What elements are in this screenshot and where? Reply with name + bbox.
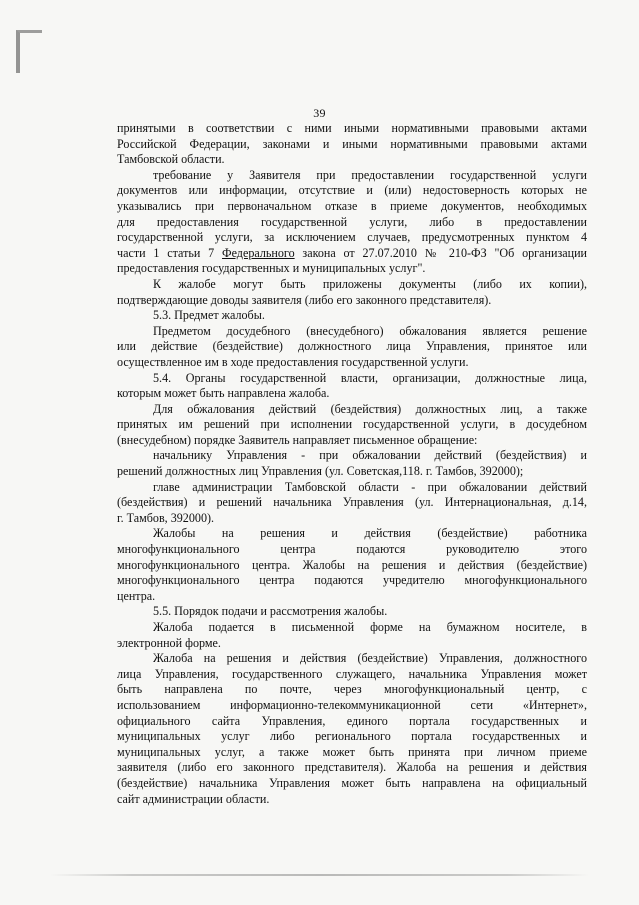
paragraph-line: государственной услуги, за исключением случаев, предусмотренных пунктом 4 xyxy=(117,230,587,245)
paragraph-line: решений должностных лиц Управления (ул. Советская,118. г. Тамбов, 392000); xyxy=(117,464,524,479)
paragraph-line: муниципальных услуг либо регионального портала государственных и xyxy=(117,729,587,744)
paragraph-line: (внесудебном) порядке Заявитель направляет письменное обращение: xyxy=(117,432,478,447)
paragraph-line: для предоставления государственной услуги, либо в предоставлении xyxy=(117,214,587,229)
paragraph xyxy=(117,620,587,651)
paragraph-line: подтверждающие доводы заявителя (либо его законного представителя). xyxy=(117,292,492,307)
paragraph-line: многофункционального центра. Жалобы на решения и действия (бездействие) xyxy=(117,557,587,572)
paragraph-line: принятых им решений при исполнении государственной услуги, в досудебном xyxy=(117,417,587,432)
paragraph-line: (бездействия) и решений начальника Управления (ул. Интернациональная, д.14, xyxy=(117,495,587,510)
paragraph-line: муниципальных услуг, а также может быть принята при личном приеме xyxy=(117,744,587,759)
paragraph-line: 5.3. Предмет жалобы. xyxy=(153,308,265,323)
paragraph xyxy=(117,168,587,277)
paragraph-line: Для обжалования действий (бездействия) должностных лиц, а также xyxy=(153,401,587,416)
paragraph xyxy=(117,651,587,807)
paragraph-line: К жалобе могут быть приложены документы (либо их копии), xyxy=(153,276,587,291)
paragraph-line: документов или информации, отсутствие и (или) недостоверность которых не xyxy=(117,183,587,198)
paragraph-line: Предметом досудебного (внесудебного) обжалования является решение xyxy=(153,323,587,338)
paragraph xyxy=(117,324,587,371)
paragraph-line: заявителя (либо его законного представителя). Жалоба на решения и действия xyxy=(117,760,587,775)
paragraph-line: Российской Федерации, законами и иными нормативными правовыми актами xyxy=(117,136,587,151)
paragraph xyxy=(117,604,587,620)
page-number: 39 xyxy=(313,106,326,120)
paragraph-line: главе администрации Тамбовской области - при обжаловании действий xyxy=(153,479,587,494)
paragraph-line: части 1 статьи 7 Федерального закона от 27.07.2010 № 210-ФЗ "Об организации xyxy=(117,245,588,260)
paragraph-line: сайт администрации области. xyxy=(117,791,270,806)
paragraph-line: быть направлена по почте, через многофункциональный центр, с xyxy=(117,682,587,697)
paragraph-line: принятыми в соответствии с ними иными нормативными правовыми актами xyxy=(117,121,587,135)
paragraph xyxy=(117,402,587,449)
paragraph-line: многофункционального центра подаются руководителю этого xyxy=(117,542,587,557)
paragraph-line: электронной форме. xyxy=(117,635,221,650)
paragraph-line: начальнику Управления - при обжаловании действий (бездействия) и xyxy=(153,448,587,463)
paragraph xyxy=(117,277,587,308)
paragraph-line: Тамбовской области. xyxy=(117,152,225,167)
paragraph-line: многофункционального центра подаются учредителю многофункционального xyxy=(117,573,587,588)
paragraph-line: или действие (бездействие) должностного лица Управления, принятое или xyxy=(117,339,587,354)
paragraph-line: Жалобы на решения и действия (бездействие) работника xyxy=(153,526,587,541)
paragraph-line: которым может быть направлена жалоба. xyxy=(117,386,330,401)
paragraph-line: центра. xyxy=(117,588,156,603)
paragraph-line: указывались при первоначальном отказе в приеме документов, необходимых xyxy=(117,198,587,213)
paragraph-line: 5.5. Порядок подачи и рассмотрения жалобы. xyxy=(153,604,388,619)
paragraph-line: использованием информационно-телекоммуникационной сети «Интернет», xyxy=(117,697,587,712)
paragraph-line: лица Управления, государственного служащего, начальника Управления может xyxy=(117,666,587,681)
paragraph-line: 5.4. Органы государственной власти, организации, должностные лица, xyxy=(153,370,587,385)
paragraph-line: требование у Заявителя при предоставлении государственной услуги xyxy=(153,167,587,182)
underlined-word: Федерального xyxy=(222,245,295,260)
scan-bottom-shadow xyxy=(50,874,589,876)
paragraph xyxy=(117,448,587,479)
document-body xyxy=(117,121,587,807)
paragraph xyxy=(117,371,587,402)
paragraph xyxy=(117,308,587,324)
scan-edge-mark xyxy=(16,30,42,73)
paragraph-line: Жалоба подается в письменной форме на бумажном носителе, в xyxy=(153,620,587,634)
paragraph-line: (бездействие) начальника Управления может быть направлена на официальный xyxy=(117,775,587,790)
paragraph-line: г. Тамбов, 392000). xyxy=(117,510,215,525)
paragraph-line: предоставления государственных и муниципальных услуг". xyxy=(117,261,426,276)
paragraph xyxy=(117,121,587,168)
paragraph-line: осуществленное им в ходе предоставления государственной услуги. xyxy=(117,354,469,369)
paragraph xyxy=(117,526,587,604)
paragraph-line: официального сайта Управления, единого портала государственных и xyxy=(117,713,587,728)
paragraph-line: Жалоба на решения и действия (бездействие) Управления, должностного xyxy=(153,651,587,666)
paragraph xyxy=(117,480,587,527)
